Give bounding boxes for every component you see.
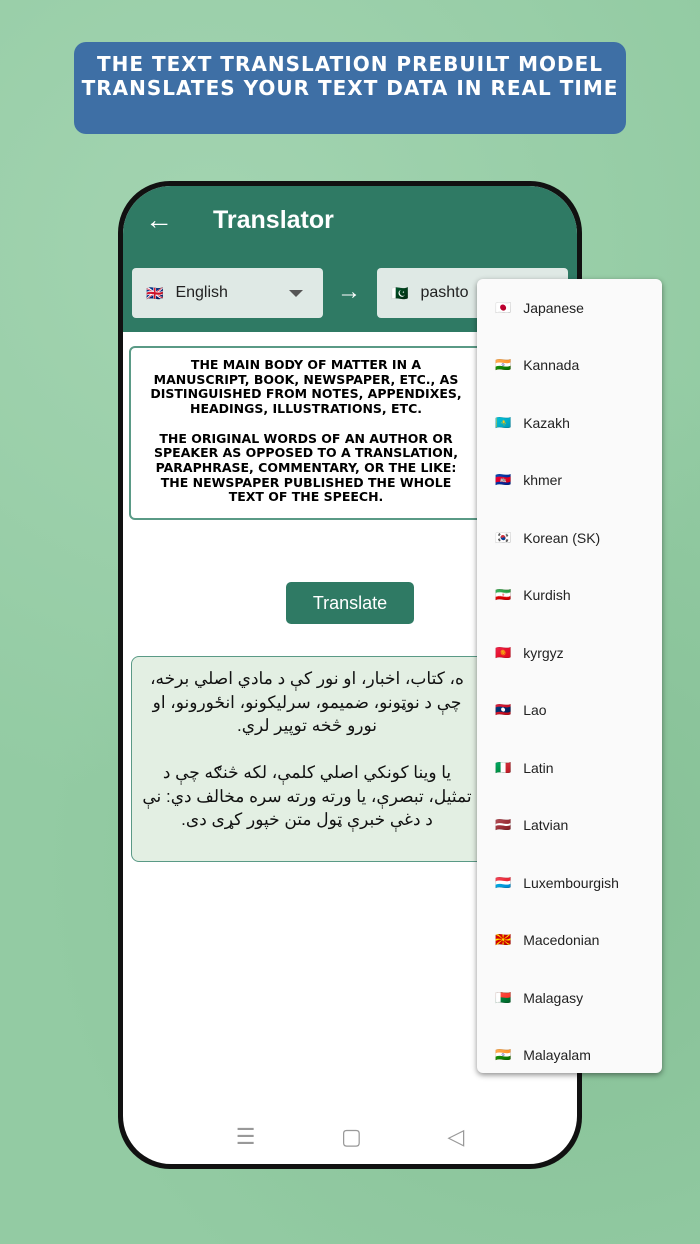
dropdown-item-label: kyrgyz — [523, 644, 564, 661]
flag-icon: 🇱🇦 — [495, 702, 512, 718]
language-dropdown[interactable] — [477, 279, 662, 1073]
dropdown-item[interactable] — [477, 452, 662, 510]
pakistan-flag-icon: 🇵🇰 — [391, 284, 409, 301]
dropdown-item[interactable] — [477, 854, 662, 912]
dropdown-item-label: Latvian — [523, 817, 569, 834]
dropdown-item-label: Malagasy — [523, 989, 584, 1006]
dropdown-item-label: Kazakh — [523, 414, 570, 431]
uk-flag-icon: 🇬🇧 — [146, 284, 164, 301]
dropdown-item[interactable] — [477, 624, 662, 682]
flag-icon: 🇰🇷 — [495, 529, 512, 545]
system-nav-bar — [123, 1124, 577, 1150]
flag-icon: 🇮🇷 — [495, 587, 512, 603]
dropdown-item-label: Japanese — [523, 299, 584, 316]
arrow-right-icon: → — [337, 278, 361, 305]
source-text-input[interactable]: THE MAIN BODY OF MATTER IN A MANUSCRIPT, BOOK, NEWSPAPER, ETC., AS DISTINGUISHED FROM NOTES, APPENDIXES, HEADINGS, ILLUSTRATIONS, ETC. THE ORIGINAL WORDS OF AN AUTHOR OR SPEAKER AS OPPOSED TO A TRANSLATION, PARAPHRASE, COMMENTARY, OR THE LIKE: THE NEWSPAPER PUBLISHED THE WHOLE TEXT OF THE SPEECH. — [150, 357, 462, 505]
flag-icon: 🇱🇻 — [495, 817, 512, 833]
flag-icon: 🇱🇺 — [495, 874, 512, 890]
home-icon[interactable]: ▢ — [341, 1124, 362, 1149]
flag-icon: 🇮🇳 — [495, 1047, 512, 1063]
flag-icon: 🇰🇭 — [495, 472, 512, 488]
dropdown-item-label: Korean (SK) — [523, 529, 601, 546]
dropdown-item[interactable] — [477, 739, 662, 797]
dropdown-item[interactable] — [477, 394, 662, 452]
dropdown-item-label: Luxembourgish — [523, 874, 619, 891]
dropdown-item[interactable] — [477, 567, 662, 625]
target-language-label: pashto — [420, 284, 469, 301]
chevron-down-icon — [289, 290, 303, 297]
dropdown-item[interactable] — [477, 337, 662, 395]
dropdown-item[interactable] — [477, 969, 662, 1027]
page-title: Translator — [213, 206, 334, 234]
dropdown-item-label: Lao — [523, 702, 547, 719]
flag-icon: 🇰🇬 — [495, 644, 512, 660]
dropdown-item-label: khmer — [523, 472, 563, 489]
source-language-label: English — [175, 284, 228, 301]
dropdown-item[interactable] — [477, 509, 662, 567]
dropdown-item[interactable] — [477, 1027, 662, 1074]
back-icon[interactable]: ◁ — [447, 1124, 465, 1149]
menu-icon[interactable]: ☰ — [235, 1124, 256, 1149]
flag-icon: 🇰🇿 — [495, 414, 512, 430]
translation-output-box — [131, 656, 511, 862]
dropdown-item[interactable] — [477, 912, 662, 970]
dropdown-item[interactable] — [477, 682, 662, 740]
source-text-box[interactable] — [129, 346, 512, 520]
translation-output: ه، کتاب، اخبار، او نور کې د مادي اصلي برخه، چې د نوټونو، ضمیمو، سرلیکونو، انځورونو، او نورو څخه توپیر لري. یا وینا کونکي اصلي کلمې، لکه څنګه چې د تمثیل، تبصرې، یا ورته ورته سره مخالف دي: نې د دغې خبرې ټول متن خپور کړی دی. — [142, 669, 472, 829]
flag-icon: 🇮🇳 — [495, 357, 512, 373]
flag-icon: 🇯🇵 — [495, 299, 512, 315]
dropdown-item-label: Malayalam — [523, 1047, 591, 1064]
promo-banner: THE TEXT TRANSLATION PREBUILT MODEL TRANSLATES YOUR TEXT DATA IN REAL TIME — [74, 42, 626, 134]
source-language-select[interactable] — [132, 268, 323, 318]
flag-icon: 🇮🇹 — [495, 759, 512, 775]
dropdown-item-label: Latin — [523, 759, 554, 776]
flag-icon: 🇲🇬 — [495, 989, 512, 1005]
dropdown-item-label: Kurdish — [523, 587, 571, 604]
flag-icon: 🇲🇰 — [495, 932, 512, 948]
dropdown-item-label: Kannada — [523, 357, 580, 374]
dropdown-item[interactable] — [477, 797, 662, 855]
dropdown-item-label: Macedonian — [523, 932, 600, 949]
back-arrow-icon[interactable]: ← — [145, 204, 173, 235]
dropdown-item[interactable] — [477, 279, 662, 337]
translate-button[interactable]: Translate — [286, 582, 414, 624]
